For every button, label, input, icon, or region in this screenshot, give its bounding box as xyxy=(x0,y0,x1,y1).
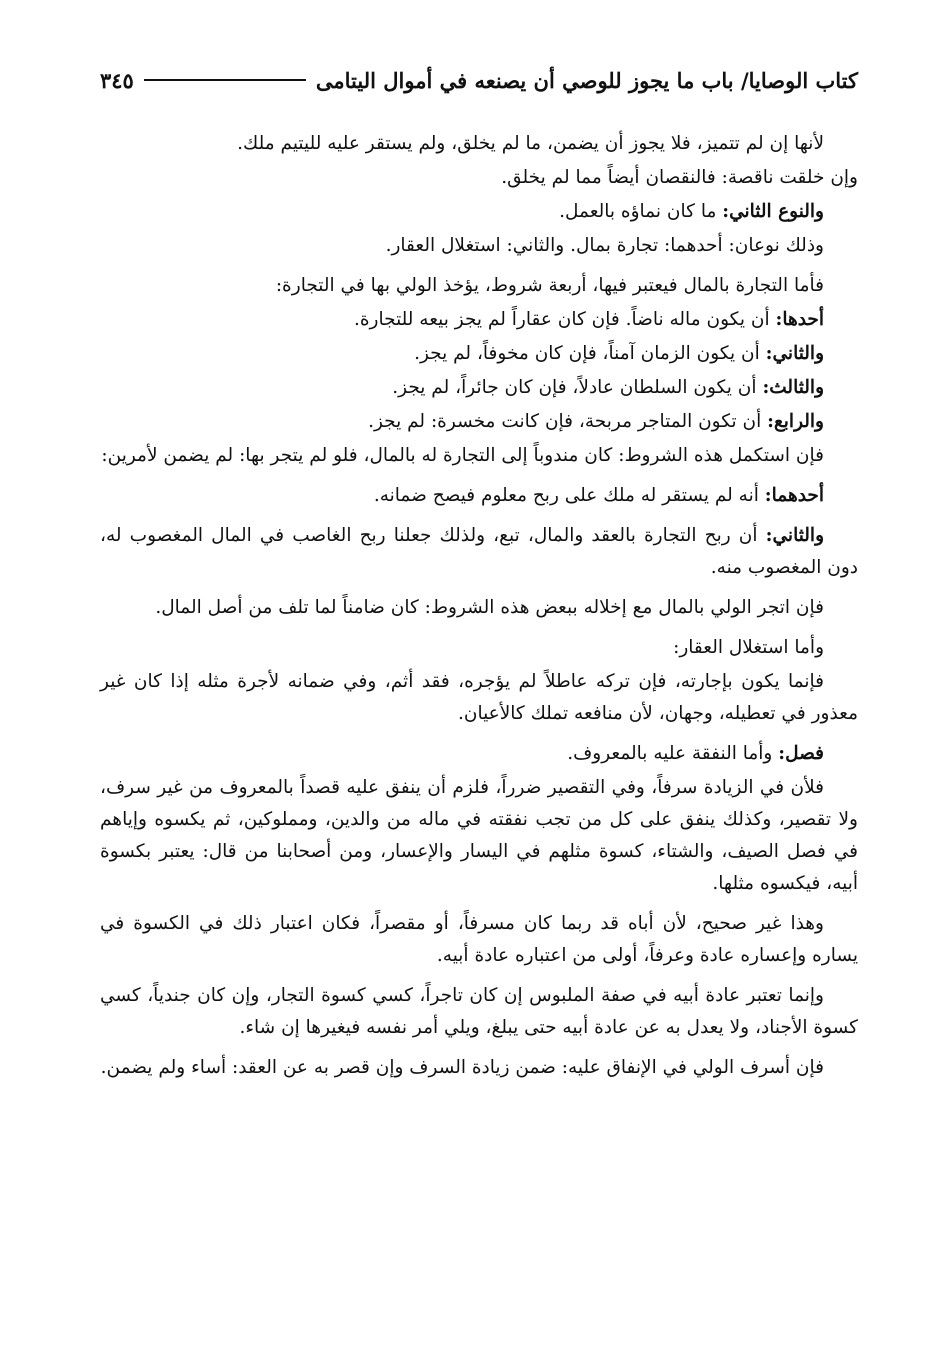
paragraph: والثاني: أن يكون الزمان آمناً، فإن كان مخوفاً، لم يجز. xyxy=(414,343,824,364)
paragraph: فإنما يكون بإجارته، فإن تركه عاطلاً لم يؤجره، فقد أثم، وفي ضمانه لأجرة مثله إذا كان غير معذور في تعطيله، وجهان، لأن منافعه تملك كالأعيان. xyxy=(100,671,858,724)
paragraph: أحدها: أن يكون ماله ناضاً. فإن كان عقاراً لم يجز بيعه للتجارة. xyxy=(353,309,824,330)
body-text xyxy=(100,128,858,1084)
paragraph: فإن أسرف الولي في الإنفاق عليه: ضمن زيادة السرف وإن قصر به عن العقد: أساء ولم يضمن. xyxy=(100,1057,824,1078)
paragraph: والثالث: أن يكون السلطان عادلاً، فإن كان جائراً، لم يجز. xyxy=(392,377,824,398)
paragraph: فأما التجارة بالمال فيعتبر فيها، أربعة شروط، يؤخذ الولي بها في التجارة: xyxy=(275,275,824,296)
paragraph: وإنما تعتبر عادة أبيه في صفة الملبوس إن كان تاجراً، كسي كسوة التجار، وإن كان جندياً، كسي كسوة الأجناد، ولا يعدل به عن عادة أبيه حتى يبلغ، ويلي أمر نفسه فيغيرها إن شاء. xyxy=(100,985,858,1038)
paragraph: وأما استغلال العقار: xyxy=(673,637,824,658)
paragraph: والنوع الثاني: ما كان نماؤه بالعمل. xyxy=(559,201,824,222)
paragraph: والثاني: أن ربح التجارة بالعقد والمال، تبع، ولذلك جعلنا ربح الغاصب في المال المغصوب له، دون المغصوب منه. xyxy=(100,525,858,578)
paragraph: أحدهما: أنه لم يستقر له ملك على ربح معلوم فيصح ضمانه. xyxy=(373,485,824,506)
paragraph: لأنها إن لم تتميز، فلا يجوز أن يضمن، ما لم يخلق، ولم يستقر عليه لليتيم ملك. xyxy=(237,133,824,154)
paragraph: وإن خلقت ناقصة: فالنقصان أيضاً مما لم يخلق. xyxy=(501,167,858,188)
header-rule xyxy=(144,79,306,81)
header-title: كتاب الوصايا/ باب ما يجوز للوصي أن يصنعه في أموال اليتامى xyxy=(315,67,858,93)
paragraph: والرابع: أن تكون المتاجر مربحة، فإن كانت مخسرة: لم يجز. xyxy=(368,411,824,432)
running-header xyxy=(100,58,858,102)
paragraph: وهذا غير صحيح، لأن أباه قد ربما كان مسرفاً، أو مقصراً، فكان اعتبار ذلك في الكسوة في يساره وإعساره عادة وعرفاً، أولى من اعتباره عادة أبيه. xyxy=(100,913,858,966)
paragraph: فإن استكمل هذه الشروط: كان مندوباً إلى التجارة له بالمال، فلو لم يتجر بها: لم يضمن لأمرين: xyxy=(101,445,824,466)
paragraph: فإن اتجر الولي بالمال مع إخلاله ببعض هذه الشروط: كان ضامناً لما تلف من أصل المال. xyxy=(155,597,824,618)
page-number: ٣٤٥ xyxy=(100,67,134,93)
document-page xyxy=(100,58,858,1086)
paragraph: وذلك نوعان: أحدهما: تجارة بمال. والثاني: استغلال العقار. xyxy=(385,235,824,256)
paragraph: فلأن في الزيادة سرفاً، وفي التقصير ضرراً، فلزم أن ينفق عليه قصداً بالمعروف من غير سرف، ولا تقصير، وكذلك ينفق على كل من تجب نفقته في ماله من والدين، ومملوكين، ثم يكسوه وإياهم في فصل الصيف، والشتاء، كسوة مثلهم في اليسار والإعسار، ومن أصحابنا من قال: يعتبر بكسوة أبيه، فيكسوه مثلها. xyxy=(100,777,858,894)
paragraph: فصل: وأما النفقة عليه بالمعروف. xyxy=(567,743,824,764)
